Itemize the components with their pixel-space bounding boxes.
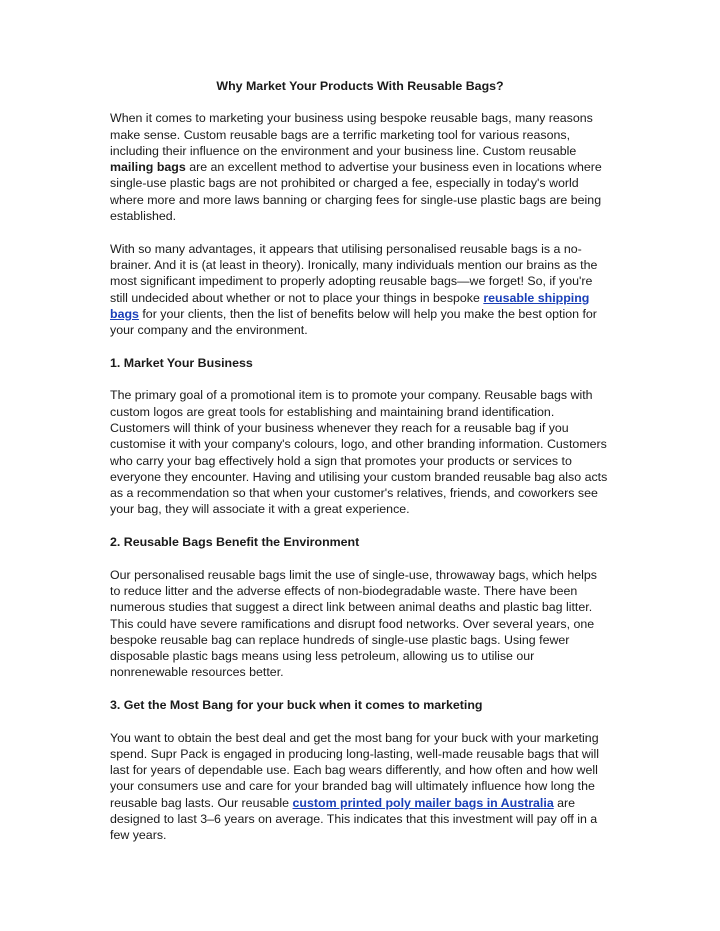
section-1-heading: 1. Market Your Business [110, 355, 253, 370]
document-title: Why Market Your Products With Reusable Bags? [216, 79, 504, 93]
section-1-body: The primary goal of a promotional item is to promote your company. Reusable bags with custom logos are great tools for establishing and maintaining brand identification. Customers will think of your business whenever they reach for a reusable bag if you customise it with your company's colours, logo, and other branding information. Customers who carry your bag effectively hold a sign that promotes your products or services to everyone they encounter. Having and utilising your custom branded reusable bag also acts as a recommendation so that when your customer's relatives, friends, and coworkers see your bag, they will associate it with a great experience. [110, 388, 608, 517]
intro-text-before: When it comes to marketing your business using bespoke reusable bags, many reasons make sense. Custom reusable bags are a terrific marketing tool for various reasons, including their influence on the environment and your business line. Custom reusable [110, 111, 593, 158]
section-2-body: Our personalised reusable bags limit the use of single-use, throwaway bags, which helps to reduce litter and the adverse effects of non-biodegradable waste. There have been numerous studies that suggest a direct link between animal deaths and plastic bag litter. This could have severe ramifications and disrupt food networks. Over several years, one bespoke reusable bag can replace hundreds of single-use plastic bags. Using fewer disposable plastic bags means using less petroleum, allowing us to utilise our nonrenewable resources better. [110, 567, 597, 680]
intro-text-after: are an excellent method to advertise your business even in locations where single-use plastic bags are not prohibited or charged a fee, especially in today's world where more and more laws banning or charging fees for single-use plastic bags are being established. [110, 160, 602, 224]
section-3-text-before: You want to obtain the best deal and get the most bang for your buck with your marketing spend. Supr Pack is engaged in producing long-lasting, well-made reusable bags that will last for years of dependable use. Each bag wears differently, and how often and how well your consumers use and care for your branded bag will ultimately influence how long the reusable bag lasts. Our reusable [110, 730, 600, 810]
document-page [110, 78, 610, 860]
section-3-text-after: are designed to last 3–6 years on average. This indicates that this investment will pay off in a few years. [110, 795, 598, 843]
section-3-heading: 3. Get the Most Bang for your buck when it comes to marketing [110, 697, 483, 712]
mailing-bags-term: mailing bags [110, 160, 186, 175]
intro-paragraph [110, 110, 610, 224]
section-2-heading: 2. Reusable Bags Benefit the Environment [110, 535, 360, 550]
advantages-paragraph [110, 241, 610, 339]
custom-poly-mailer-link[interactable]: custom printed poly mailer bags in Australia [292, 795, 554, 810]
section-3-body [110, 730, 610, 844]
advantages-text-before: With so many advantages, it appears that utilising personalised reusable bags is a no-brainer. And it is (at least in theory). Ironically, many individuals mention our brains as the most significant impediment to properly adopting reusable bags—we forget! So, if you're still undecided about whether or not to place your things in bespoke [110, 241, 598, 305]
reusable-shipping-bags-link[interactable]: reusable shipping bags [110, 290, 590, 321]
advantages-text-after: for your clients, then the list of benefits below will help you make the best option for your company and the environment. [110, 306, 597, 338]
